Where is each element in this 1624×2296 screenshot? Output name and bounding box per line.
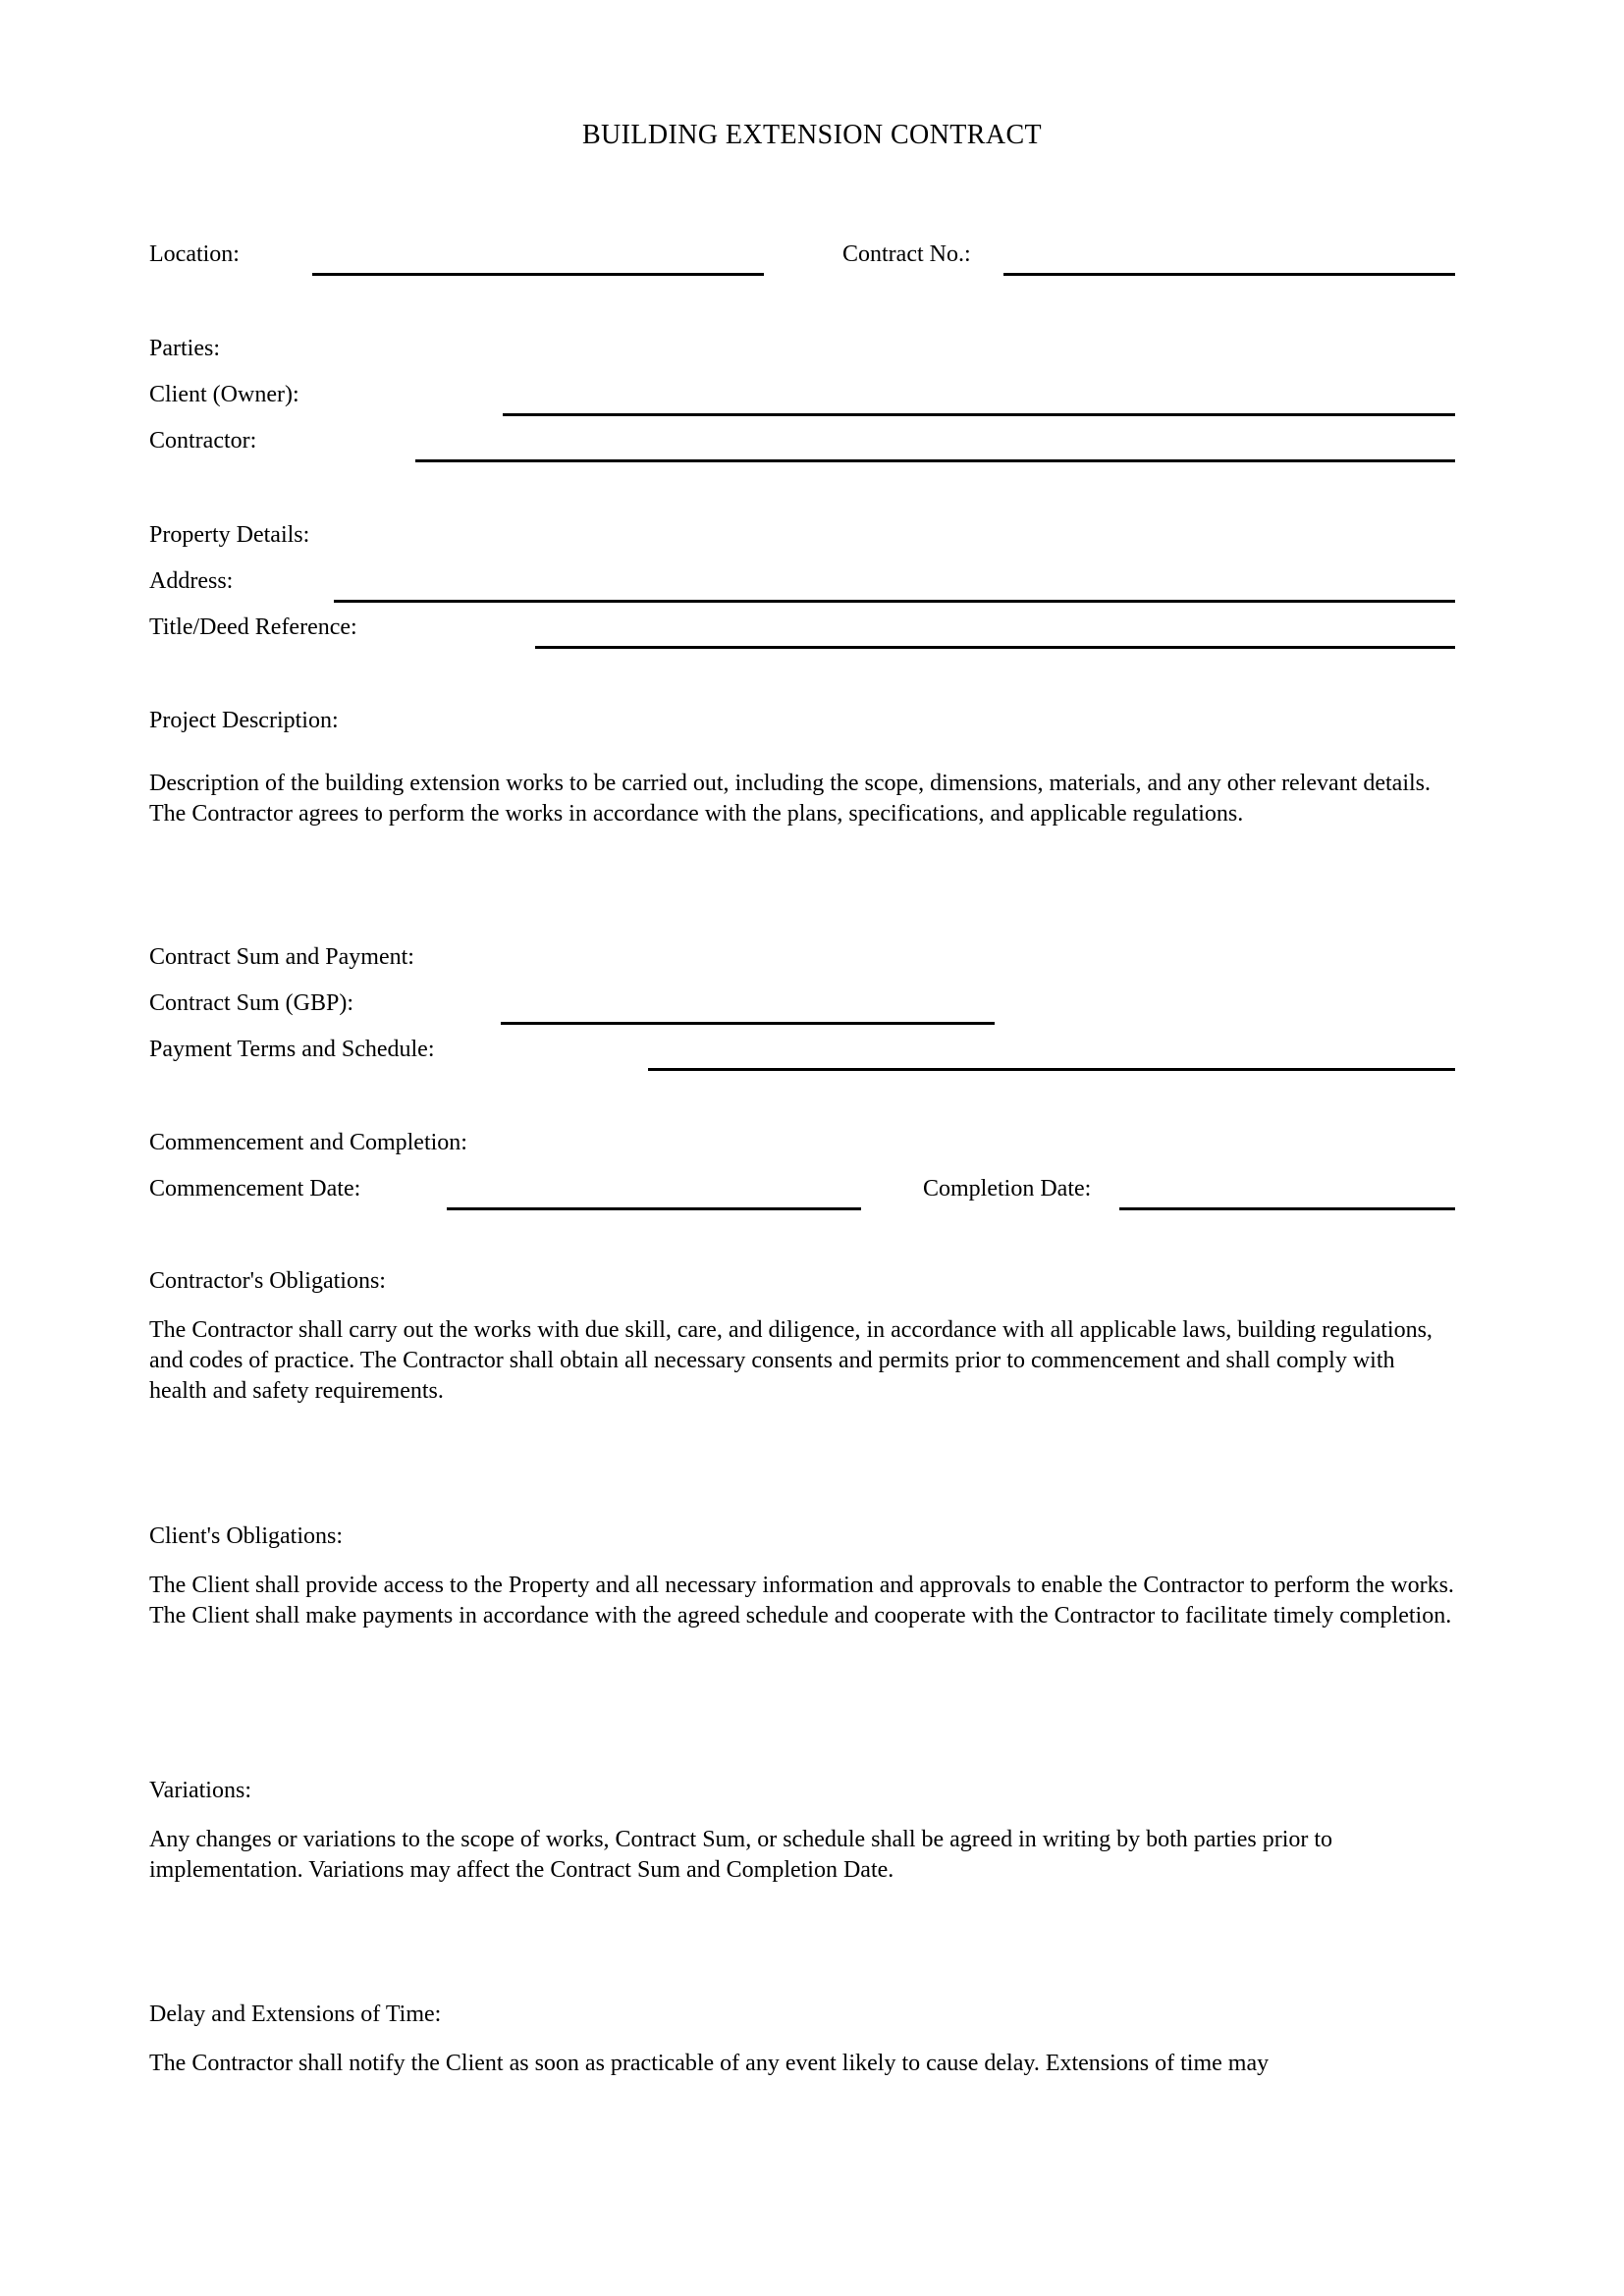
location-input-rule[interactable] [312, 273, 764, 276]
completion-date-label: Completion Date: [923, 1176, 1092, 1201]
contractor-label: Contractor: [149, 428, 257, 454]
title-deed-input-rule[interactable] [535, 646, 1455, 649]
title-deed-label: Title/Deed Reference: [149, 614, 357, 640]
variations-section-label: Variations: [149, 1778, 251, 1803]
contract-sum-input-rule[interactable] [501, 1022, 995, 1025]
contract-no-label: Contract No.: [842, 241, 971, 267]
contract-sum-label: Contract Sum (GBP): [149, 990, 353, 1016]
address-input-rule[interactable] [334, 600, 1455, 603]
variations-body: Any changes or variations to the scope of works, Contract Sum, or schedule shall be agreed in writing by both parties prior to implementation. Variations may affect the Contract Sum and Completion Date. [149, 1827, 1333, 1883]
contractor-obligations-body: The Contractor shall carry out the works with due skill, care, and diligence, in accordance with all applicable laws, building regulations, and codes of practice. The Contractor shall obtain all necessary consents and permits prior to commencement and shall comply with health and safety requirements. [149, 1317, 1433, 1404]
location-label: Location: [149, 241, 240, 267]
contract-no-input-rule[interactable] [1003, 273, 1455, 276]
contractor-input-rule[interactable] [415, 459, 1455, 462]
client-owner-input-rule[interactable] [503, 413, 1455, 416]
delay-body: The Contractor shall notify the Client as soon as practicable of any event likely to cause delay. Extensions of time may [149, 2051, 1270, 2076]
address-label: Address: [149, 568, 234, 594]
client-obligations-section-label: Client's Obligations: [149, 1523, 343, 1549]
property-details-section-label: Property Details: [149, 522, 310, 548]
delay-section-label: Delay and Extensions of Time: [149, 2002, 442, 2027]
payment-terms-label: Payment Terms and Schedule: [149, 1037, 435, 1062]
completion-date-input-rule[interactable] [1119, 1207, 1455, 1210]
payment-terms-input-rule[interactable] [648, 1068, 1455, 1071]
client-obligations-body: The Client shall provide access to the Property and all necessary information and approvals to enable the Contractor to perform the works. The Client shall make payments in accordance with the agreed schedule and cooperate with the Contractor to facilitate timely completion. [149, 1573, 1454, 1629]
commencement-section-label: Commencement and Completion: [149, 1130, 467, 1155]
page-title: BUILDING EXTENSION CONTRACT [581, 120, 1043, 150]
client-owner-label: Client (Owner): [149, 382, 299, 407]
commencement-date-label: Commencement Date: [149, 1176, 361, 1201]
contract-sum-section-label: Contract Sum and Payment: [149, 944, 414, 970]
project-description-body: Description of the building extension works to be carried out, including the scope, dimensions, materials, and any other relevant details. The Contractor agrees to perform the works in accordance with the plans, specifications, and applicable regulations. [149, 771, 1431, 827]
project-description-section-label: Project Description: [149, 708, 339, 733]
parties-section-label: Parties: [149, 336, 220, 361]
commencement-date-input-rule[interactable] [447, 1207, 861, 1210]
contractor-obligations-section-label: Contractor's Obligations: [149, 1268, 386, 1294]
